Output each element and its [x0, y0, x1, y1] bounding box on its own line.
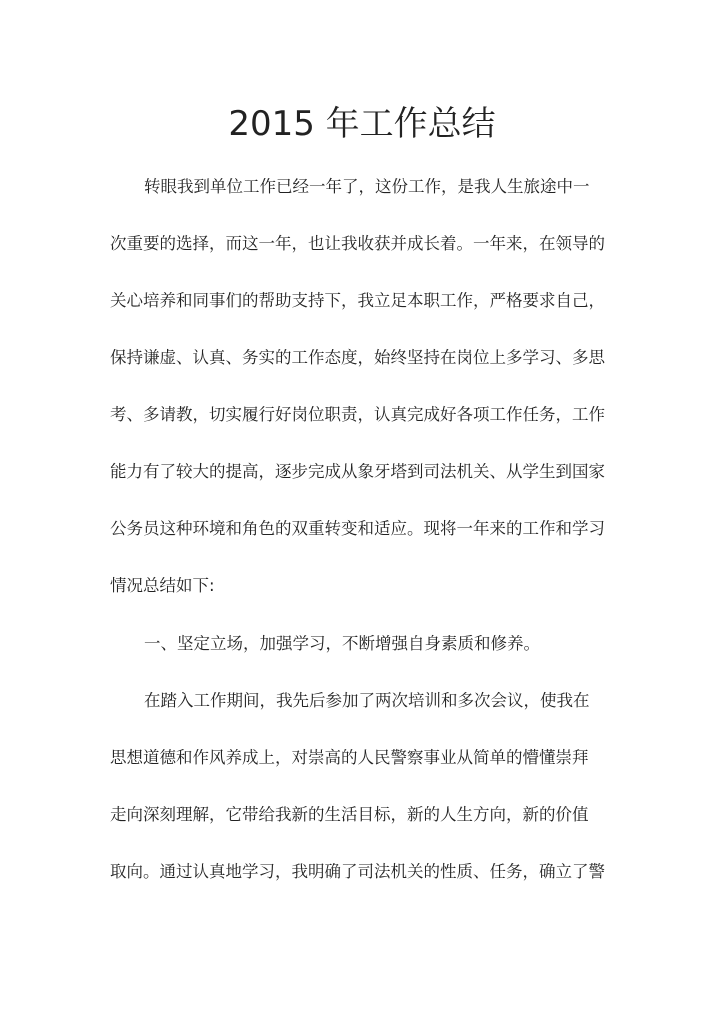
paragraph-line: 考、多请教，切实履行好岗位职责，认真完成好各项工作任务，工作 — [110, 405, 605, 424]
paragraph-line: 关心培养和同事们的帮助支持下，我立足本职工作，严格要求自己， — [110, 291, 605, 310]
document-title: 2015 年工作总结 — [228, 104, 496, 144]
paragraph-line: 思想道德和作风养成上，对崇高的人民警察事业从简单的懵懂崇拜 — [110, 748, 589, 767]
paragraph-line: 取向。通过认真地学习，我明确了司法机关的性质、任务，确立了警 — [110, 862, 605, 881]
paragraph-line: 次重要的选择，而这一年，也让我收获并成长着。一年来，在领导的 — [110, 234, 605, 253]
section-heading: 一、坚定立场，加强学习，不断增强自身素质和修养。 — [144, 634, 540, 653]
paragraph-line: 转眼我到单位工作已经一年了，这份工作，是我人生旅途中一 — [144, 177, 590, 196]
paragraph-line: 情况总结如下: — [110, 576, 215, 595]
paragraph-line: 走向深刻理解，它带给我新的生活目标，新的人生方向，新的价值 — [110, 805, 589, 824]
paragraph-line: 在踏入工作期间，我先后参加了两次培训和多次会议，使我在 — [144, 691, 590, 710]
paragraph-line: 保持谦虚、认真、务实的工作态度，始终坚持在岗位上多学习、多思 — [110, 348, 605, 367]
paragraph-line: 能力有了较大的提高，逐步完成从象牙塔到司法机关、从学生到国家 — [110, 462, 605, 481]
paragraph-line: 公务员这种环境和角色的双重转变和适应。现将一年来的工作和学习 — [110, 519, 605, 538]
